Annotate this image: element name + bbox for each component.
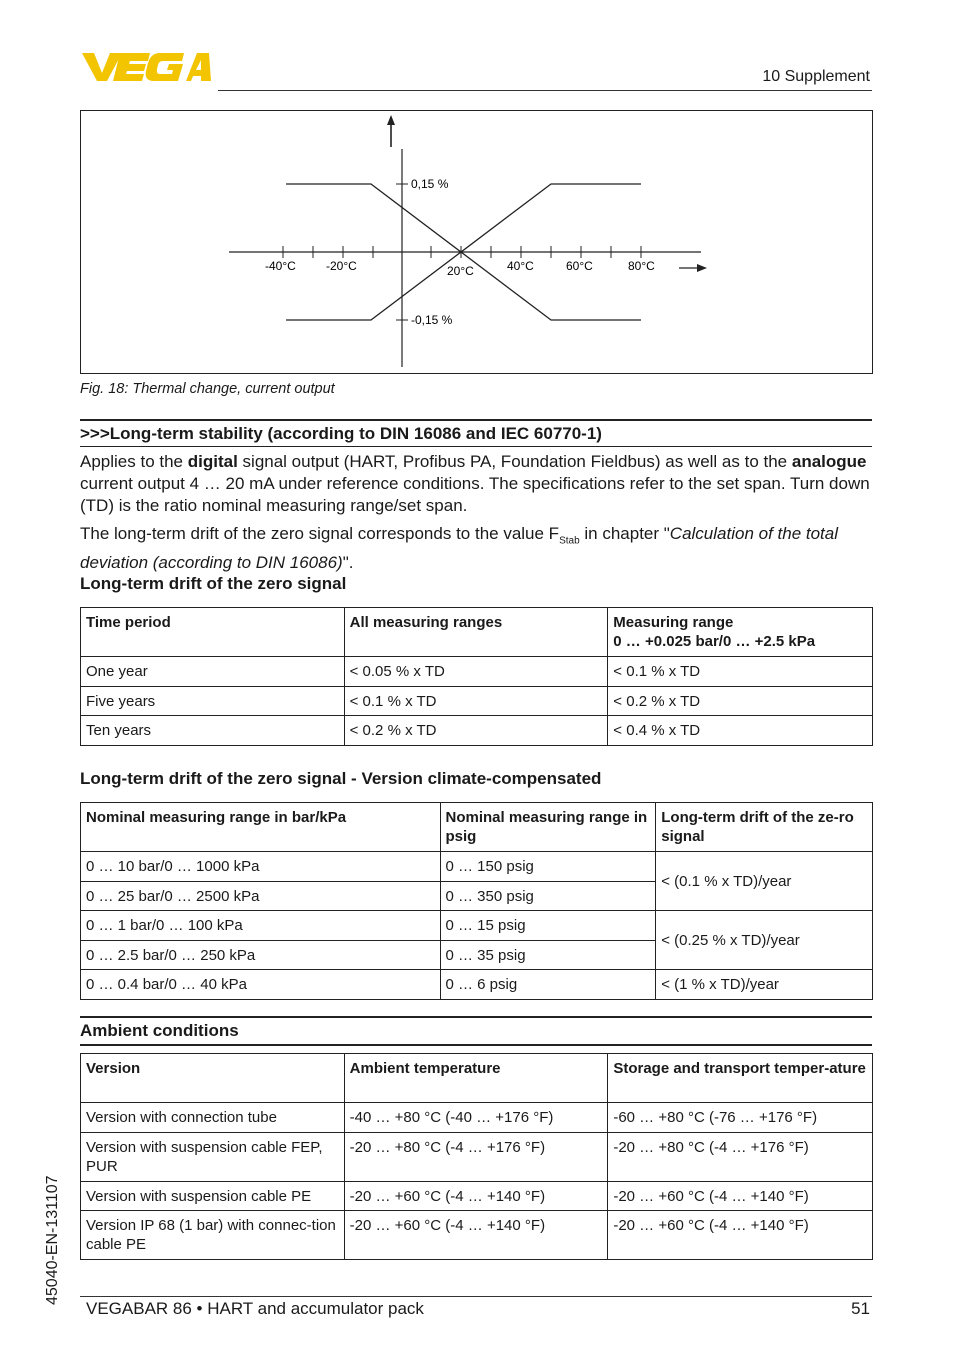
table2-heading: Long-term drift of the zero signal - Version climate-compensated: [80, 769, 602, 788]
table-row: Version with suspension cable FEP, PUR -20 … +80 °C (-4 … +176 °F) -20 … +80 °C (-4 … +176 °F): [81, 1133, 873, 1182]
table-row: Version with connection tube -40 … +80 °C (-40 … +176 °F) -60 … +80 °C (-76 … +176 °F): [81, 1103, 873, 1133]
table-row: Five years < 0.1 % x TD < 0.2 % x TD: [81, 687, 873, 716]
x-label-80: 80°C: [628, 259, 655, 273]
ambient-title: Ambient conditions: [80, 1021, 239, 1040]
thermal-change-diagram: [81, 111, 872, 373]
stability-paragraph-1: Applies to the digital signal output (HART, Profibus PA, Foundation Fieldbus) as well as to the analogue current output 4 … 20 mA under reference conditions. The specifications refer to the set span. Turn down (TD) is the ratio nominal measuring range/set span.: [80, 452, 870, 515]
col-storage-temp: Storage and transport temper-ature: [608, 1054, 873, 1103]
x-label-60: 60°C: [566, 259, 593, 273]
table-row: 0 … 1 bar/0 … 100 kPa 0 … 15 psig < (0.25 % x TD)/year: [81, 911, 873, 941]
x-label-minus40: -40°C: [265, 259, 296, 273]
table-row: 0 … 10 bar/0 … 1000 kPa 0 … 150 psig < (0.1 % x TD)/year: [81, 852, 873, 882]
col-all-ranges: All measuring ranges: [344, 608, 608, 657]
footer-title: VEGABAR 86 • HART and accumulator pack: [86, 1299, 424, 1318]
x-label-40: 40°C: [507, 259, 534, 273]
table-row: 0 … 25 bar/0 … 2500 kPa 0 … 350 psig: [81, 882, 873, 911]
x-axis-arrowhead: [697, 264, 707, 272]
col-range-psig: Nominal measuring range in psig: [440, 803, 656, 852]
ambient-rule-top: [80, 1016, 872, 1018]
document-code: 45040-EN-131107: [44, 1175, 61, 1305]
table-row: One year < 0.05 % x TD < 0.1 % x TD: [81, 657, 873, 687]
climate-compensated-table: [80, 802, 873, 1000]
stability-paragraph-2: The long-term drift of the zero signal corresponds to the value $F_{Stab}$ in chapter "Calculation of the total deviation (according to DIN 16086)".: [80, 524, 839, 573]
y-label-lower: -0,15 %: [411, 313, 453, 327]
section-rule-bottom: [80, 446, 872, 447]
footer-rule: [80, 1296, 872, 1297]
col-time-period: Time period: [81, 608, 345, 657]
vega-logo-graphic: [80, 50, 212, 84]
upper-limit-curve: [286, 184, 641, 252]
table-row: 0 … 0.4 bar/0 … 40 kPa 0 … 6 psig < (1 % x TD)/year: [81, 970, 873, 1000]
col-range-bar-kpa: Nominal measuring range in bar/kPa: [81, 803, 441, 852]
x-label-20: 20°C: [447, 264, 474, 278]
ambient-table: [80, 1053, 873, 1260]
col-ambient-temp: Ambient temperature: [344, 1054, 608, 1103]
table-row: Ten years < 0.2 % x TD < 0.4 % x TD: [81, 716, 873, 746]
header-rule: [218, 90, 872, 91]
ambient-rule-bottom: [80, 1044, 872, 1046]
x-label-minus20: -20°C: [326, 259, 357, 273]
page-number: 51: [851, 1299, 870, 1318]
zero-drift-table: [80, 607, 873, 746]
table1-heading: Long-term drift of the zero signal: [80, 574, 347, 593]
figure-caption: Fig. 18: Thermal change, current output: [80, 381, 335, 397]
thermal-change-figure: [80, 110, 873, 374]
table-row: Version IP 68 (1 bar) with connec-tion cable PE -20 … +60 °C (-4 … +140 °F) -20 … +60 °C (-4 … +140 °F): [81, 1211, 873, 1260]
col-version: Version: [81, 1054, 345, 1103]
y-axis-arrowhead: [387, 115, 395, 125]
vega-logo: [80, 50, 212, 84]
section-rule-top: [80, 419, 872, 421]
col-measuring-range: Measuring range 0 … +0.025 bar/0 … +2.5 kPa: [608, 608, 873, 657]
stability-title: >>>Long-term stability (according to DIN 16086 and IEC 60770-1): [80, 424, 602, 443]
y-label-upper: 0,15 %: [411, 177, 449, 191]
table-row: Version with suspension cable PE -20 … +60 °C (-4 … +140 °F) -20 … +60 °C (-4 … +140 °F): [81, 1182, 873, 1211]
col-drift: Long-term drift of the ze-ro signal: [656, 803, 873, 852]
header-section-title: 10 Supplement: [762, 68, 870, 85]
table-row: 0 … 2.5 bar/0 … 250 kPa 0 … 35 psig: [81, 941, 873, 970]
